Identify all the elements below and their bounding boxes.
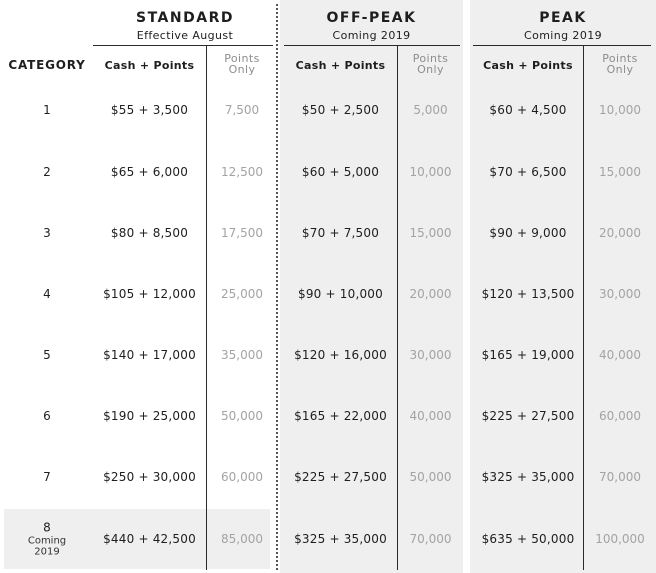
offpeak-column-divider <box>397 46 398 570</box>
offpeak-title: OFF-PEAK <box>326 10 417 26</box>
offpeak-cash-points-cell: $325 + 35,000 <box>294 532 387 546</box>
offpeak-points-only-header <box>398 53 463 75</box>
standard-subtitle: Effective August <box>136 29 234 42</box>
standard-cash-points-cell: $190 + 25,000 <box>103 409 196 423</box>
points-only-line1: Points <box>224 52 260 65</box>
offpeak-header-rule <box>284 45 460 46</box>
peak-points-only-cell: 30,000 <box>599 287 641 301</box>
category-number: 2 <box>43 165 51 179</box>
standard-points-only-header <box>207 53 277 75</box>
peak-cash-points-cell: $635 + 50,000 <box>481 532 575 546</box>
peak-points-only-cell: 20,000 <box>599 226 641 240</box>
standard-cash-points-cell: $55 + 3,500 <box>110 103 189 117</box>
category-note: Coming 2019 <box>27 535 67 558</box>
points-only-line2: Only <box>228 63 256 76</box>
category-cell <box>4 409 90 423</box>
peak-points-only-cell: 60,000 <box>599 409 641 423</box>
peak-cash-points-cell: $60 + 4,500 <box>489 103 567 117</box>
standard-points-only-cell: 35,000 <box>221 348 263 362</box>
points-only-line1: Points <box>412 52 449 65</box>
peak-cash-points-cell: $120 + 13,500 <box>481 287 575 301</box>
offpeak-points-only-cell: 15,000 <box>409 226 452 240</box>
category-cell <box>4 287 90 301</box>
peak-cash-points-cell: $225 + 27,500 <box>481 409 575 423</box>
category-cell <box>4 165 90 179</box>
standard-cash-points-cell: $440 + 42,500 <box>103 532 196 546</box>
standard-cash-points-cell: $250 + 30,000 <box>103 470 196 484</box>
peak-cash-points-cell: $90 + 9,000 <box>489 226 567 240</box>
offpeak-points-only-cell: 20,000 <box>409 287 452 301</box>
peak-points-only-cell: 15,000 <box>599 165 641 179</box>
offpeak-points-only-cell: 10,000 <box>409 165 452 179</box>
peak-column-divider <box>583 46 584 570</box>
standard-cash-points-cell: $105 + 12,000 <box>103 287 196 301</box>
standard-cash-points-cell: $65 + 6,000 <box>110 165 189 179</box>
peak-points-only-cell: 10,000 <box>599 103 641 117</box>
offpeak-points-only-cell: 50,000 <box>409 470 452 484</box>
standard-points-only-cell: 17,500 <box>221 226 263 240</box>
points-only-line2: Only <box>417 63 444 76</box>
peak-header-rule <box>473 45 651 46</box>
standard-points-only-cell: 12,500 <box>221 165 263 179</box>
peak-subtitle: Coming 2019 <box>523 29 603 42</box>
standard-column-divider <box>206 46 207 570</box>
standard-title: STANDARD <box>136 10 234 26</box>
category-header: CATEGORY <box>8 58 86 72</box>
category-cell <box>4 521 90 558</box>
category-number: 8 <box>43 520 51 535</box>
peak-cash-points-cell: $165 + 19,000 <box>481 348 575 362</box>
standard-points-only-cell: 25,000 <box>221 287 263 301</box>
offpeak-cash-points-cell: $225 + 27,500 <box>294 470 387 484</box>
offpeak-subtitle: Coming 2019 <box>332 29 411 42</box>
peak-points-only-cell: 70,000 <box>599 470 641 484</box>
category-number: 6 <box>43 409 51 423</box>
standard-points-only-cell: 50,000 <box>221 409 263 423</box>
offpeak-cash-points-cell: $120 + 16,000 <box>294 348 387 362</box>
standard-cash-points-cell: $140 + 17,000 <box>103 348 196 362</box>
offpeak-points-only-cell: 40,000 <box>409 409 452 423</box>
category-cell <box>4 226 90 240</box>
category-cell <box>4 470 90 484</box>
category-number: 1 <box>43 103 51 117</box>
category-number: 4 <box>43 287 51 301</box>
category-cell <box>4 103 90 117</box>
standard-points-only-cell: 60,000 <box>221 470 263 484</box>
peak-title: PEAK <box>539 10 587 26</box>
offpeak-cash-points-cell: $90 + 10,000 <box>298 287 383 301</box>
standard-points-only-cell: 85,000 <box>221 532 263 546</box>
offpeak-points-only-cell: 70,000 <box>409 532 452 546</box>
category-number: 7 <box>43 470 51 484</box>
offpeak-cash-points-cell: $50 + 2,500 <box>301 103 380 117</box>
peak-points-only-cell: 40,000 <box>599 348 641 362</box>
standard-points-only-cell: 7,500 <box>224 103 260 117</box>
peak-points-only-header <box>584 53 656 75</box>
peak-cash-points-cell: $70 + 6,500 <box>489 165 567 179</box>
standard-header-rule <box>93 45 273 46</box>
offpeak-cash-points-header: Cash + Points <box>295 59 386 72</box>
offpeak-cash-points-cell: $60 + 5,000 <box>301 165 380 179</box>
peak-cash-points-cell: $325 + 35,000 <box>481 470 575 484</box>
category-cell <box>4 348 90 362</box>
offpeak-cash-points-cell: $70 + 7,500 <box>301 226 380 240</box>
points-only-line2: Only <box>606 63 634 76</box>
peak-points-only-cell: 100,000 <box>595 532 645 546</box>
points-only-line1: Points <box>602 52 638 65</box>
offpeak-points-only-cell: 30,000 <box>409 348 452 362</box>
offpeak-cash-points-cell: $165 + 22,000 <box>294 409 387 423</box>
offpeak-points-only-cell: 5,000 <box>413 103 448 117</box>
peak-cash-points-header: Cash + Points <box>483 59 573 72</box>
category-number: 5 <box>43 348 51 362</box>
standard-cash-points-header: Cash + Points <box>104 59 195 72</box>
standard-cash-points-cell: $80 + 8,500 <box>110 226 189 240</box>
category-number: 3 <box>43 226 51 240</box>
